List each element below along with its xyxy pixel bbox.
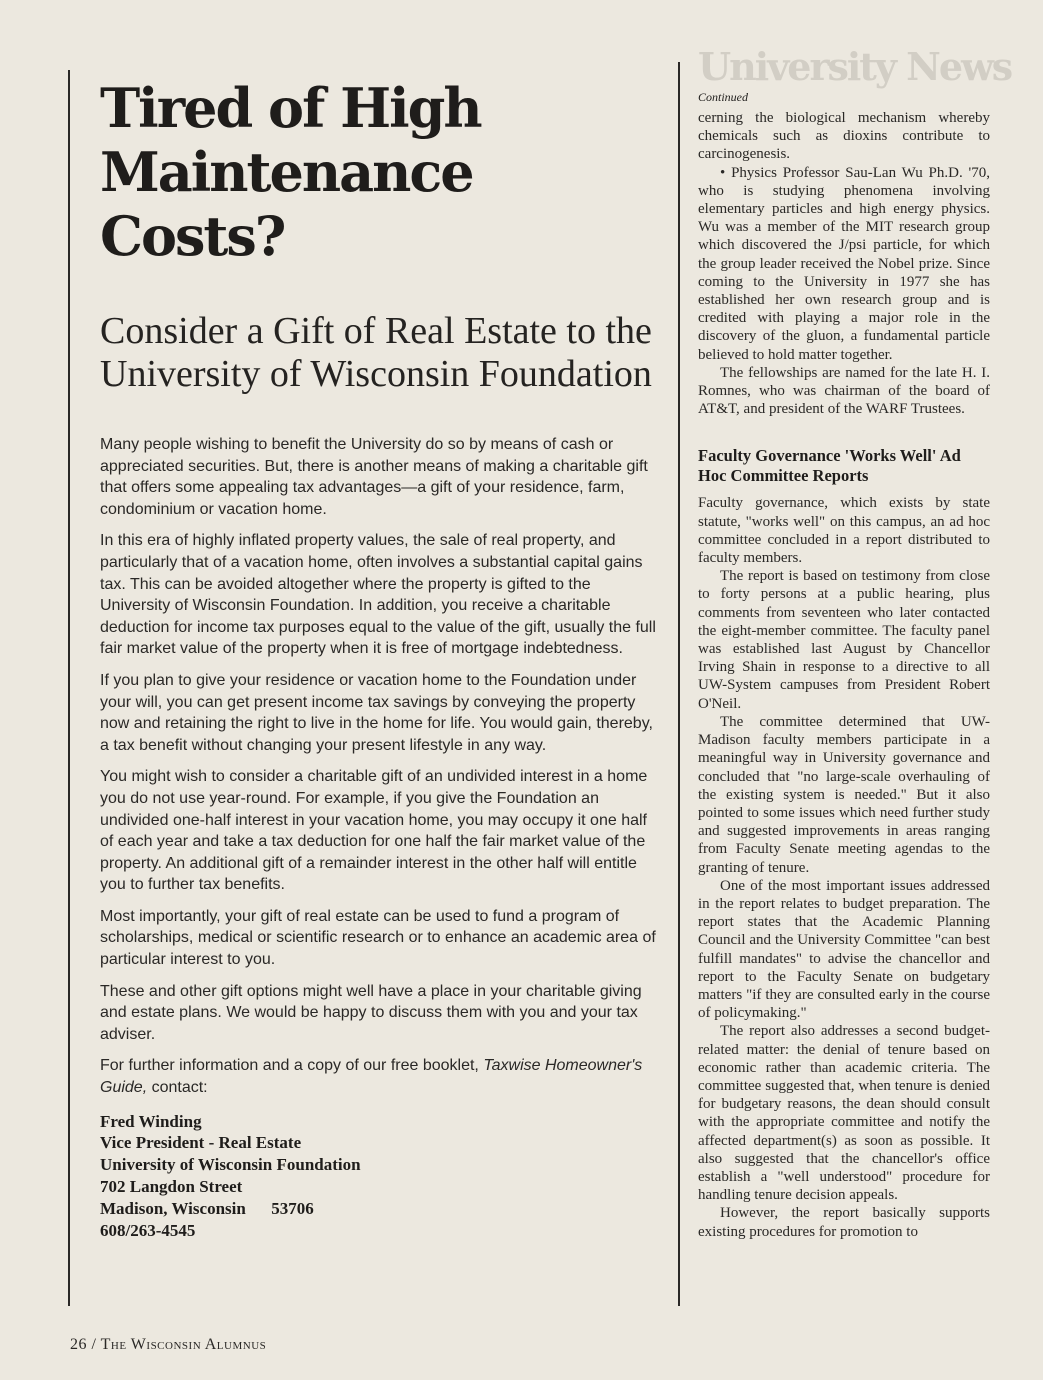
booklet-title: Taxwise Homeowner's Guide, (100, 1057, 643, 1097)
ad-headline: Tired of High Maintenance Costs? (100, 76, 481, 268)
news-paragraph: However, the report basically supports existing procedures for promotion to (698, 1205, 990, 1240)
continued-label: Continued (698, 90, 748, 104)
left-column-rule (68, 70, 70, 1306)
university-news-column (698, 44, 1012, 1241)
column-divider-rule (678, 62, 680, 1306)
news-paragraph: The committee determined that UW-Madison faculty members participate in a meaningful way in University governance and concluded that "no large-scale overhauling of the existing system is needed." But it also pointed to some issues which need further study and suggested improvements in areas ranging from Faculty Senate meeting agendas to the granting of tenure. (698, 713, 990, 876)
news-paragraph: Faculty governance, which exists by state statute, "works well" on this campus, an ad hoc committee concluded in a report distributed to faculty members. (698, 495, 990, 567)
contact-city: Madison, Wisconsin 53706 (100, 1198, 314, 1218)
ad-paragraph: These and other gift options might well have a place in your charitable giving and estate plans. We would be happy to discuss them with you and your tax adviser. (100, 982, 642, 1043)
ad-paragraph: Many people wishing to benefit the University do so by means of cash or appreciated securities. But, there is another means of making a charitable gift that offers some appealing tax advantages—a gift of your residence, farm, condominium or vacation home. (100, 436, 648, 518)
contact-block (100, 1111, 660, 1242)
news-article-heading: Faculty Governance 'Works Well' Ad Hoc Committee Reports (698, 446, 961, 486)
news-masthead: University News (698, 44, 1012, 89)
contact-street: 702 Langdon Street (100, 1177, 243, 1197)
ad-paragraph: In this era of highly inflated property values, the sale of real property, and particularly that of a vacation home, often involves a substantial capital gains tax. This can be avoided altogether where the property is gifted to the University of Wisconsin Foundation. In addition, you receive a charitable deduction for income tax purposes equal to the value of the gift, usually the full fair market value of the property when it is free of mortgage indebtedness. (100, 532, 656, 658)
news-paragraph: • Physics Professor Sau-Lan Wu Ph.D. '70, who is studying phenomena involving elementary particles and high energy physics. Wu was a member of the MIT research group which discovered the J/psi particle, for which the group leader received the Nobel prize. Since coming to the University in 1977 she has established her own research group and is credited with playing a major role in the discovery of the gluon, a fundamental particle believed to hold matter together. (698, 164, 990, 363)
real-estate-gift-advertisement (100, 72, 660, 1241)
ad-paragraph: If you plan to give your residence or vacation home to the Foundation under your will, you can get present income tax savings by conveying the property now and retaining the right to live in the home for life. You would gain, thereby, a tax benefit without changing your present lifestyle in any way. (100, 671, 653, 754)
closing-text-before: For further information and a copy of our free booklet, (100, 1057, 484, 1075)
page-footer: 26 / The Wisconsin Alumnus (70, 1336, 267, 1353)
ad-subhead: Consider a Gift of Real Estate to the University of Wisconsin Foundation (100, 310, 652, 395)
ad-paragraph: You might wish to consider a charitable gift of an undivided interest in a home you do not use year-round. For example, if you give the Foundation an undivided one-half interest in your vacation home, you may occupy it one half of each year and take a tax deduction for one half the fair market value of the property. An additional gift of a remainder interest in the other half will entitle you to further tax benefits. (100, 768, 648, 894)
news-paragraph: The report also addresses a second budget-related matter: the denial of tenure based on economic rather than academic criteria. The committee suggested that, when tenure is denied for budgetary reasons, the dean should consult with the appropriate committee and notify the affected department(s) as soon as possible. It also suggested that the chancellor's office establish a "well understood" procedure for handling tenure decision appeals. (698, 1023, 990, 1204)
contact-phone: 608/263-4545 (100, 1220, 196, 1240)
ad-paragraph: Most importantly, your gift of real estate can be used to fund a program of scholarships, medical or scientific research or to enhance an academic area of particular interest to you. (100, 907, 656, 969)
closing-text-after: contact: (147, 1079, 208, 1097)
contact-title: Vice President - Real Estate (100, 1133, 302, 1153)
news-paragraph: The fellowships are named for the late H. I. Romnes, who was chairman of the board of AT&T, and president of the WARF Trustees. (698, 364, 990, 418)
news-paragraph: One of the most important issues addressed in the report relates to budget preparation. The report states that the Academic Planning Council and the University Committee "can best fulfill mandates" to advise the chancellor and report to the Faculty Senate on budgetary matters "if they are consulted early in the course of policymaking." (698, 877, 990, 1022)
contact-organization: University of Wisconsin Foundation (100, 1155, 361, 1175)
ad-closing-paragraph (100, 1055, 660, 1098)
contact-name: Fred Winding (100, 1111, 202, 1131)
news-paragraph: cerning the biological mechanism whereby chemicals such as dioxins contribute to carcinogenesis. (698, 110, 990, 163)
ad-body (100, 434, 660, 1099)
news-paragraph: The report is based on testimony from close to forty persons at a public hearing, plus comments from seventeen who later contacted the eight-member committee. The faculty panel was established last August by Chancellor Irving Shain in response to a directive to all UW-System campuses from President Robert O'Neil. (698, 568, 990, 712)
